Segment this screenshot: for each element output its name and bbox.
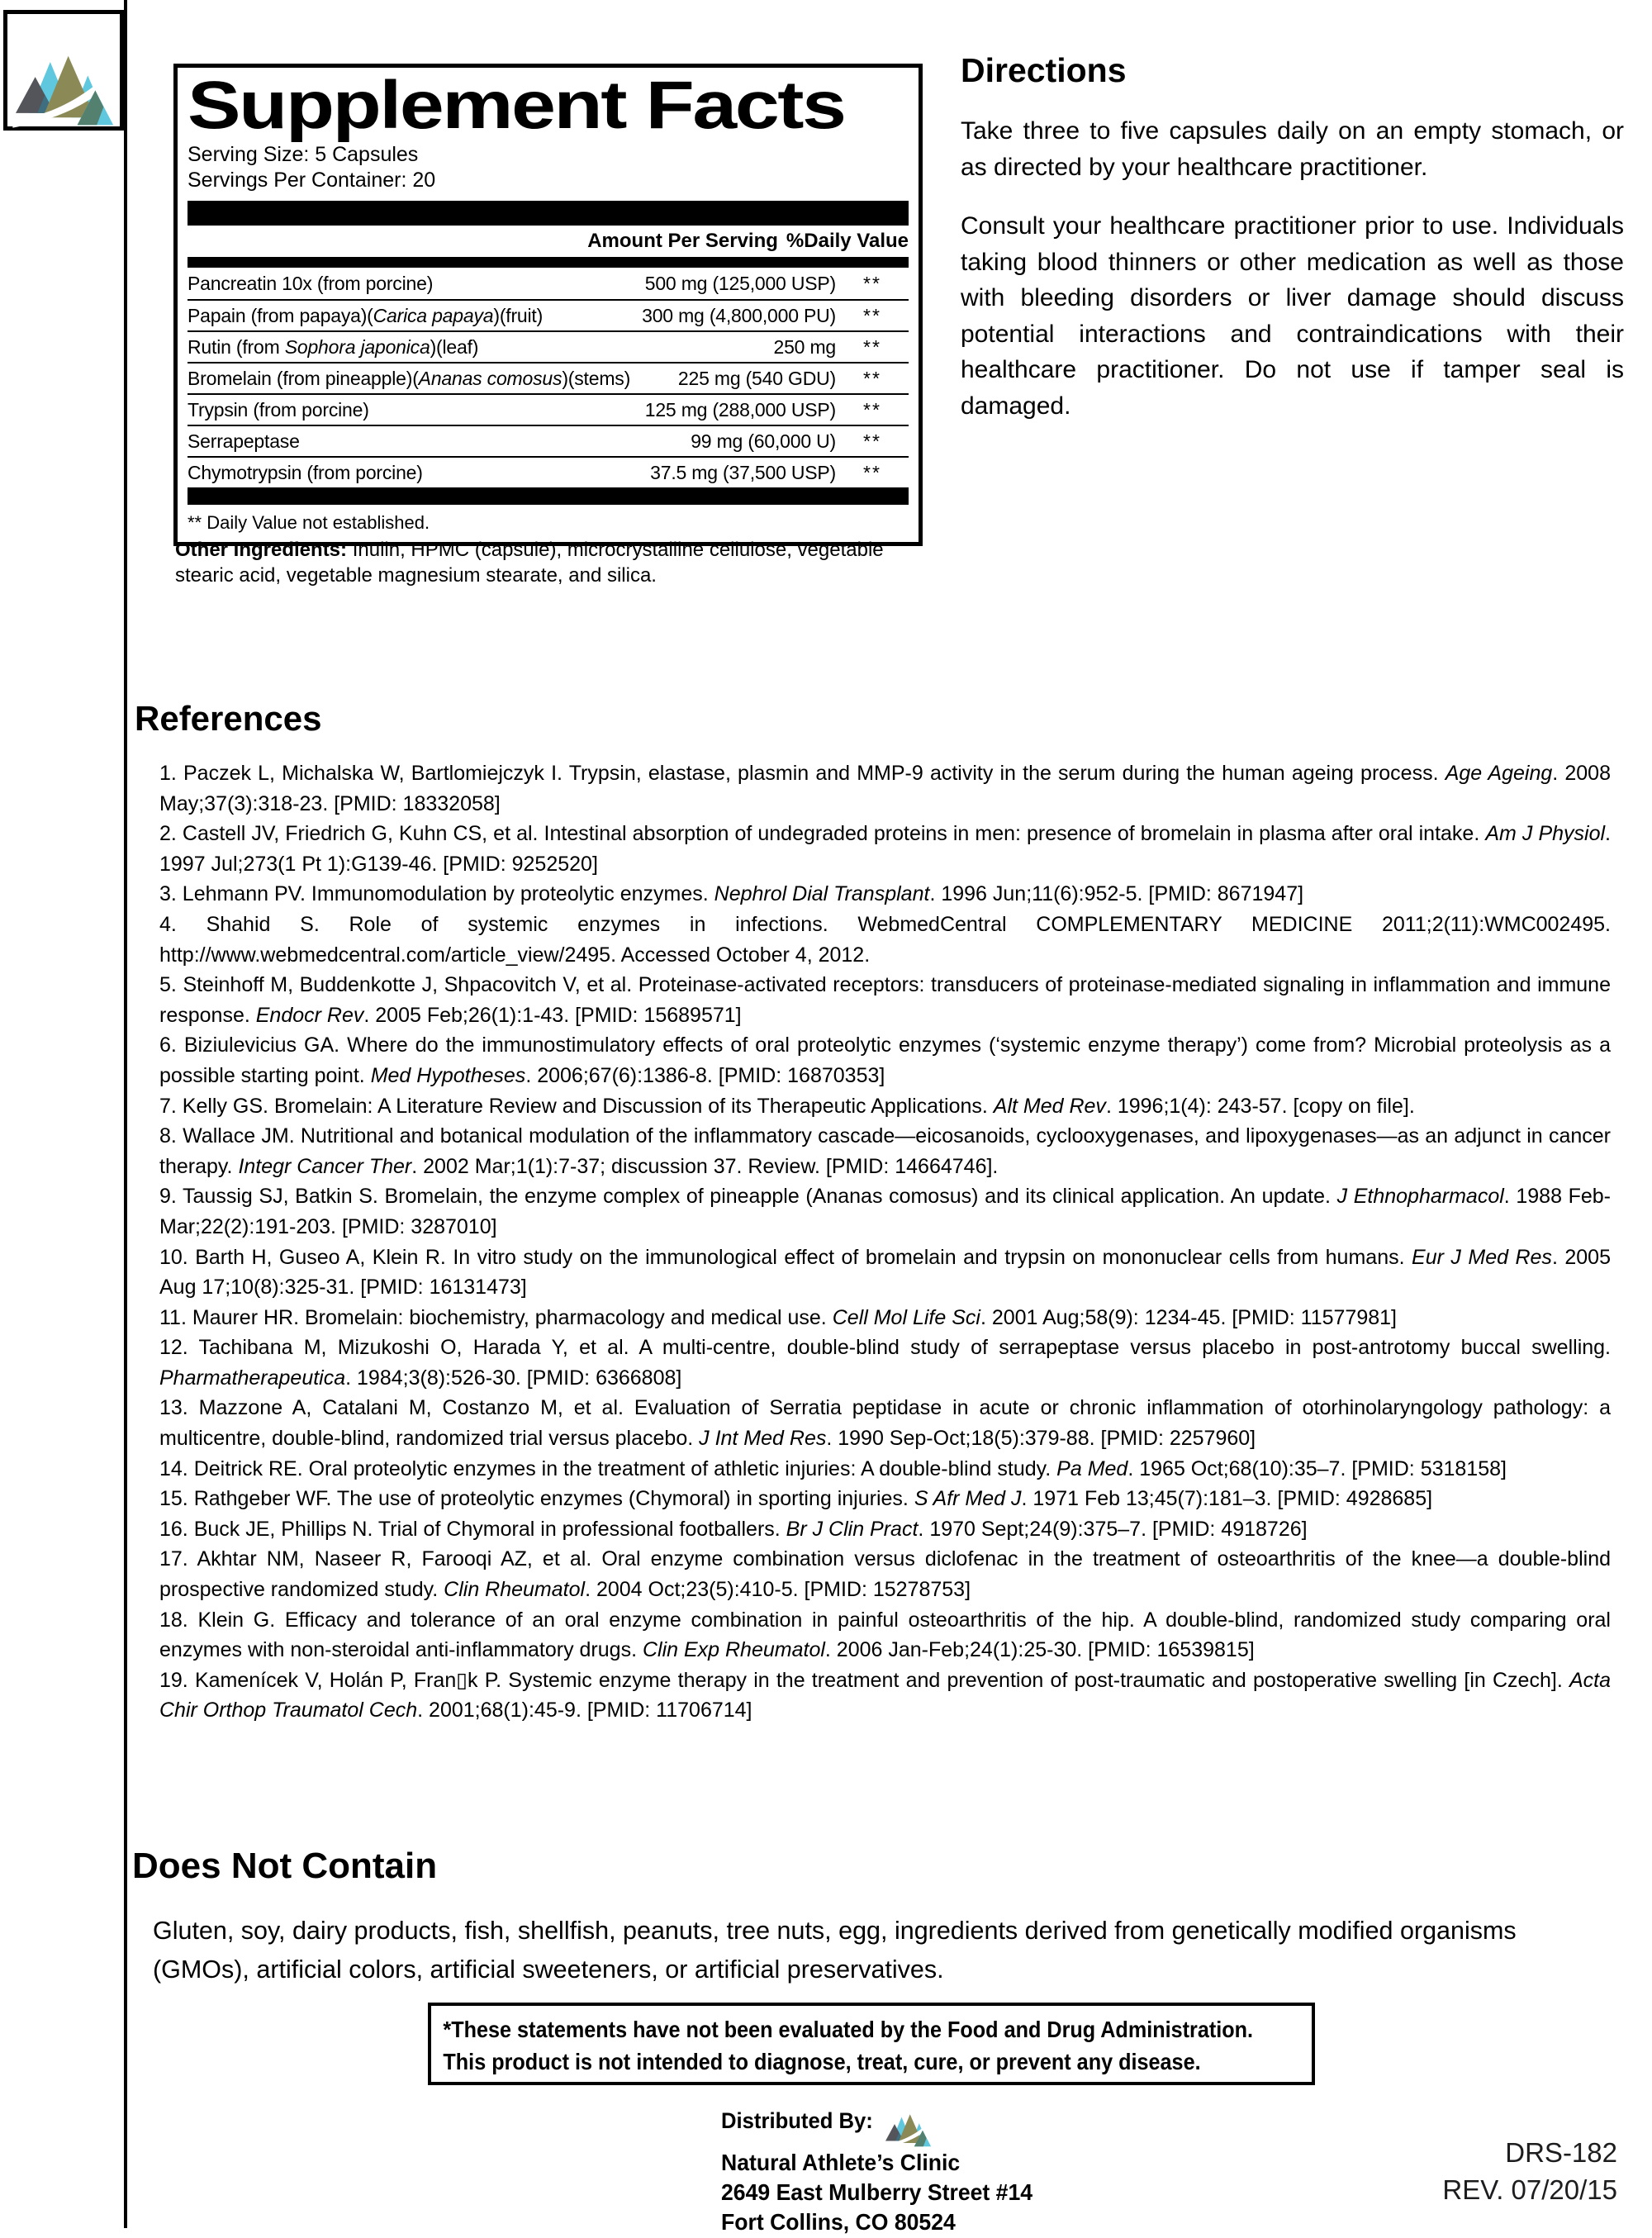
ingredient-daily-value: ** xyxy=(863,335,881,358)
distributor-header xyxy=(721,2107,1049,2148)
reference-item: 11. Maurer HR. Bromelain: biochemistry, pharmacology and medical use. Cell Mol Life Sci. 2001 Aug;58(9): 1234-45. [PMID: 11577981] xyxy=(159,1305,1397,1329)
ingredient-amount: 500 mg (125,000 USP) xyxy=(644,272,836,294)
ingredient-row xyxy=(188,393,909,425)
amount-per-serving-header: Amount Per Serving xyxy=(587,230,778,253)
references-section xyxy=(135,699,1613,1726)
reference-item: 10. Barth H, Guseo A, Klein R. In vitro study on the immunological effect of bromelain and trypsin on mononuclear cells from humans. Eur J Med Res. 2005 Aug 17;10(8):325-31. [PMID: 16131473] xyxy=(159,1245,1611,1300)
fda-disclaimer-text xyxy=(431,2006,1308,2078)
reference-item: 9. Taussig SJ, Batkin S. Bromelain, the enzyme complex of pineapple (Ananas comosus) and its clinical application. An update. J Ethnopharmacol. 1988 Feb-Mar;22(2):191-203. [PMID: 3287010] xyxy=(159,1185,1611,1238)
ingredient-daily-value: ** xyxy=(863,398,881,421)
divider-bar-medium xyxy=(188,257,909,268)
ingredient-daily-value: ** xyxy=(863,461,881,483)
other-ingredients xyxy=(175,537,923,588)
reference-item: 16. Buck JE, Phillips N. Trial of Chymoral in professional footballers. Br J Clin Pract. 1970 Sept;24(9):375–7. [PMID: 4918726] xyxy=(159,1517,1308,1541)
supplement-facts-title: Supplement Facts xyxy=(188,68,845,143)
ingredient-row xyxy=(188,330,909,362)
ingredient-daily-value: ** xyxy=(863,304,881,326)
does-not-contain-title: Does Not Contain xyxy=(132,1846,438,1886)
ingredient-name: Rutin (from Sophora japonica)(leaf) xyxy=(188,335,479,358)
fda-disclaimer-line2: This product is not intended to diagnose, treat, cure, or prevent any disease. xyxy=(443,2049,1201,2074)
references-list xyxy=(135,758,1611,1726)
fda-disclaimer-line1: *These statements have not been evaluated by the Food and Drug Administration. xyxy=(443,2017,1254,2042)
ingredient-name: Bromelain (from pineapple)(Ananas comosus)(stems) xyxy=(188,367,631,389)
brand-logo-box xyxy=(3,10,124,131)
reference-item: 15. Rathgeber WF. The use of proteolytic enzymes (Chymoral) in sporting injuries. S Afr Med J. 1971 Feb 13;45(7):181–3. [PMID: 4928685] xyxy=(159,1487,1433,1511)
ingredient-amount: 37.5 mg (37,500 USP) xyxy=(650,461,836,483)
mountain-logo-icon-small xyxy=(883,2102,934,2148)
ingredient-name: Pancreatin 10x (from porcine) xyxy=(188,272,434,294)
ingredient-row xyxy=(188,268,909,299)
serving-size: Serving Size: 5 Capsules xyxy=(188,143,419,167)
directions-paragraph: Take three to five capsules daily on an empty stomach, or as directed by your healthcare practitioner. xyxy=(961,117,1624,181)
ingredient-row xyxy=(188,299,909,330)
does-not-contain-section xyxy=(132,1846,1612,1989)
ingredient-amount: 225 mg (540 GDU) xyxy=(677,367,836,389)
reference-item: 3. Lehmann PV. Immunomodulation by proteolytic enzymes. Nephrol Dial Transplant. 1996 Jun;11(6):952-5. [PMID: 8671947] xyxy=(159,882,1304,906)
divider-bar-thick xyxy=(188,201,909,226)
directions-section xyxy=(961,51,1624,447)
reference-item: 6. Biziulevicius GA. Where do the immunostimulatory effects of oral proteolytic enzymes (‘systemic enzyme therapy’) come from? Microbial proteolysis as a possible starting point. Med Hypotheses. 2006;67(6):1386-8. [PMID: 16870353] xyxy=(159,1033,1611,1087)
ingredient-amount: 99 mg (60,000 U) xyxy=(691,430,836,452)
reference-item: 7. Kelly GS. Bromelain: A Literature Review and Discussion of its Therapeutic Applications. Alt Med Rev. 1996;1(4): 243-57. [copy on file]. xyxy=(159,1094,1415,1118)
reference-item: 19. Kamenícek V, Holán P, Fran▯k P. Systemic enzyme therapy in the treatment and prevention of post-traumatic and postoperative swelling [in Czech]. Acta Chir Orthop Traumatol Cech. 2001;68(1):45-9. [PMID: 11706714] xyxy=(159,1668,1611,1722)
ingredient-row xyxy=(188,425,909,456)
facts-column-headers xyxy=(188,226,909,257)
divider-bar-bottom xyxy=(188,487,909,505)
ingredient-amount: 125 mg (288,000 USP) xyxy=(644,398,836,421)
document-revision: REV. 07/20/15 xyxy=(1442,2174,1617,2205)
ingredient-amount: 300 mg (4,800,000 PU) xyxy=(642,304,836,326)
fda-disclaimer-box xyxy=(428,2003,1315,2085)
reference-item: 5. Steinhoff M, Buddenkotte J, Shpacovitch V, et al. Proteinase-activated receptors: transducers of proteinase-mediated signaling in inflammation and immune response. Endocr Rev. 2005 Feb;26(1):1-43. [PMID: 15689571] xyxy=(159,973,1611,1027)
distributor-address-street: 2649 East Mulberry Street #14 xyxy=(721,2179,1033,2205)
distributor-block xyxy=(721,2107,1049,2237)
document-code-block xyxy=(1442,2134,1617,2208)
does-not-contain-text: Gluten, soy, dairy products, fish, shellfish, peanuts, tree nuts, egg, ingredients derived from genetically modified organisms (GMOs), artificial colors, artificial sweeteners, or artificial preservatives. xyxy=(153,1917,1517,1984)
ingredient-name: Trypsin (from porcine) xyxy=(188,398,369,421)
reference-item: 14. Deitrick RE. Oral proteolytic enzymes in the treatment of athletic injuries: A double-blind study. Pa Med. 1965 Oct;68(10):35–7. [PMID: 5318158] xyxy=(159,1456,1507,1480)
distributor-name: Natural Athlete’s Clinic xyxy=(721,2150,961,2175)
ingredient-rows xyxy=(188,268,909,487)
left-border-rule xyxy=(124,0,127,2228)
reference-item: 13. Mazzone A, Catalani M, Costanzo M, et al. Evaluation of Serratia peptidase in acute or chronic inflammation of otorhinolaryngology pathology: a multicentre, double-blind, randomized trial versus placebo. J Int Med Res. 1990 Sep-Oct;18(5):379-88. [PMID: 2257960] xyxy=(159,1396,1611,1451)
servings-per-container: Servings Per Container: 20 xyxy=(188,169,436,192)
ingredient-row xyxy=(188,362,909,393)
ingredient-row xyxy=(188,456,909,487)
reference-item: 4. Shahid S. Role of systemic enzymes in infections. WebmedCentral COMPLEMENTARY MEDICINE 2011;2(11):WMC002495. http://www.webmedcentral.com/article_view/2495. Accessed October 4, 2012. xyxy=(159,912,1611,967)
other-ingredients-text: Inulin, HPMC (capsule), microcrystalline cellulose, vegetable stearic acid, vegetable magnesium stearate, and silica. xyxy=(175,539,884,587)
ingredient-amount: 250 mg xyxy=(773,335,836,358)
ingredient-name: Papain (from papaya)(Carica papaya)(fruit) xyxy=(188,304,544,326)
reference-item: 18. Klein G. Efficacy and tolerance of an oral enzyme combination in painful osteoarthritis of the hip. A double-blind, randomized study comparing oral enzymes with non-steroidal anti-inflammatory drugs. Clin Exp Rheumatol. 2006 Jan-Feb;24(1):25-30. [PMID: 16539815] xyxy=(159,1608,1611,1662)
ingredient-daily-value: ** xyxy=(863,272,881,294)
distributed-by-label: Distributed By: xyxy=(721,2108,873,2133)
references-title: References xyxy=(135,699,322,738)
reference-item: 8. Wallace JM. Nutritional and botanical modulation of the inflammatory cascade—eicosanoids, cyclooxygenases, and lipoxygenases—as an adjunct in cancer therapy. Integr Cancer Ther. 2002 Mar;1(1):7-37; discussion 37. Review. [PMID: 14664746]. xyxy=(159,1124,1611,1178)
daily-value-footnote: ** Daily Value not established. xyxy=(188,512,430,534)
reference-item: 2. Castell JV, Friedrich G, Kuhn CS, et al. Intestinal absorption of undegraded proteins in men: presence of bromelain in plasma after oral intake. Am J Physiol. 1997 Jul;273(1 Pt 1):G139-46. [PMID: 9252520] xyxy=(159,822,1611,876)
other-ingredients-label: Other Ingredients: xyxy=(175,539,348,561)
reference-item: 1. Paczek L, Michalska W, Bartlomiejczyk I. Trypsin, elastase, plasmin and MMP-9 activity in the serum during the human ageing process. Age Ageing. 2008 May;37(3):318-23. [PMID: 18332058] xyxy=(159,762,1611,815)
distributor-address-city: Fort Collins, CO 80524 xyxy=(721,2209,956,2235)
supplement-facts-panel xyxy=(173,64,923,546)
directions-title: Directions xyxy=(961,51,1127,89)
ingredient-daily-value: ** xyxy=(863,367,881,389)
ingredient-name: Chymotrypsin (from porcine) xyxy=(188,461,423,483)
directions-paragraph: Consult your healthcare practitioner prior to use. Individuals taking blood thinners or other medication as well as those with bleeding disorders or liver damage should discuss potential interactions and contraindications with their healthcare practitioner. Do not use if tamper seal is damaged. xyxy=(961,212,1624,420)
document-code: DRS-182 xyxy=(1505,2137,1617,2168)
ingredient-name: Serrapeptase xyxy=(188,430,300,452)
ingredient-daily-value: ** xyxy=(863,430,881,452)
mountain-logo-icon xyxy=(11,29,120,128)
reference-item: 12. Tachibana M, Mizukoshi O, Harada Y, et al. A multi-centre, double-blind study of serrapeptase versus placebo in post-antrotomy buccal swelling. Pharmatherapeutica. 1984;3(8):526-30. [PMID: 6366808] xyxy=(159,1336,1611,1390)
directions-paragraphs xyxy=(961,113,1624,424)
reference-item: 17. Akhtar NM, Naseer R, Farooqi AZ, et al. Oral enzyme combination versus diclofenac in the treatment of osteoarthritis of the knee—a double-blind prospective randomized study. Clin Rheumatol. 2004 Oct;23(5):410-5. [PMID: 15278753] xyxy=(159,1547,1611,1602)
daily-value-header: %Daily Value xyxy=(786,230,909,253)
